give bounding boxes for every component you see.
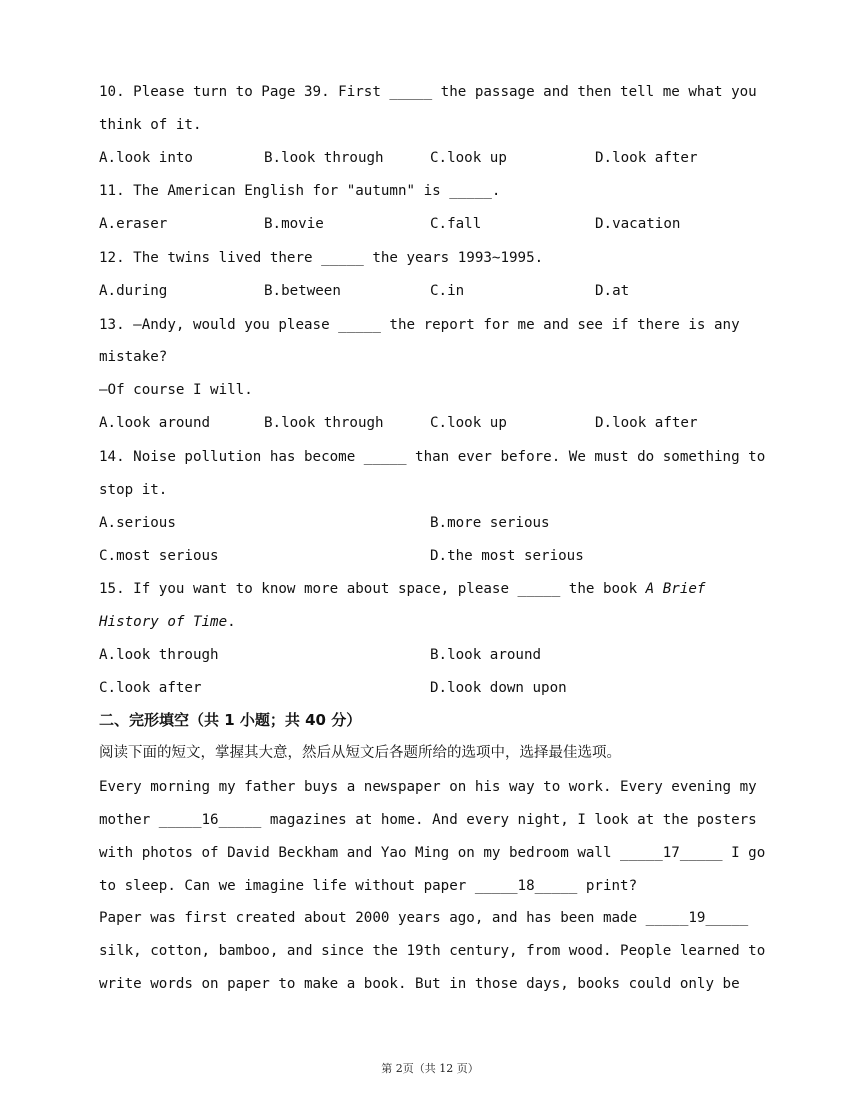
question-15-period: .	[227, 614, 236, 630]
question-13-option-b: B.look through	[264, 415, 384, 431]
passage-line: Every morning my father buys a newspaper on his way to work. Every evening my	[99, 779, 757, 795]
question-13-option-a: A.look around	[99, 415, 211, 431]
book-title-part2: History of Time	[99, 614, 228, 630]
question-11-option-a: A.eraser	[99, 216, 168, 232]
section-instruction: 阅读下面的短文，掌握其大意，然后从短文后各题所给的选项中，选择最佳选项。	[99, 745, 621, 761]
section-heading: 二、完形填空（共 1 小题；共 40 分）	[99, 711, 362, 729]
question-12-option-d: D.at	[595, 283, 630, 299]
question-13-option-d: D.look after	[595, 415, 698, 431]
question-14-option-c: C.most serious	[99, 548, 219, 564]
question-10-option-d: D.look after	[595, 150, 698, 166]
question-15-option-c: C.look after	[99, 680, 202, 696]
question-11-option-b: B.movie	[264, 216, 324, 232]
passage-line: with photos of David Beckham and Yao Ming on my bedroom wall _____17_____ I go	[99, 845, 766, 861]
question-15-option-d: D.look down upon	[430, 680, 567, 696]
passage-line: mother _____16_____ magazines at home. And every night, I look at the posters	[99, 812, 757, 828]
page-footer: 第 2页（共 12 页）	[381, 1062, 479, 1075]
book-title-part1: A Brief	[645, 581, 706, 597]
question-13-text-cont: mistake?	[99, 349, 168, 365]
question-11-option-d: D.vacation	[595, 216, 681, 232]
question-12-option-a: A.during	[99, 283, 168, 299]
question-13-option-c: C.look up	[430, 415, 507, 431]
question-10-option-b: B.look through	[264, 150, 384, 166]
question-10-option-a: A.look into	[99, 150, 193, 166]
question-15-option-a: A.look through	[99, 647, 219, 663]
passage-line: silk, cotton, bamboo, and since the 19th century, from wood. People learned to	[99, 943, 766, 959]
question-11-option-c: C.fall	[430, 216, 482, 232]
question-13-reply: —Of course I will.	[99, 382, 253, 398]
question-13-text: 13. —Andy, would you please _____ the report for me and see if there is any	[99, 317, 740, 333]
question-14-text-cont: stop it.	[99, 482, 168, 498]
question-15-text-main: 15. If you want to know more about space, please _____ the book	[99, 581, 646, 597]
question-11-text: 11. The American English for "autumn" is _____.	[99, 183, 501, 199]
question-15-text	[99, 579, 764, 599]
question-12-option-c: C.in	[430, 283, 465, 299]
question-12-option-b: B.between	[264, 283, 341, 299]
question-12-text: 12. The twins lived there _____ the years 1993~1995.	[99, 250, 544, 266]
passage-line: to sleep. Can we imagine life without paper _____18_____ print?	[99, 878, 638, 894]
question-14-option-d: D.the most serious	[430, 548, 584, 564]
question-14-text: 14. Noise pollution has become _____ than ever before. We must do something to	[99, 449, 766, 465]
question-10-option-c: C.look up	[430, 150, 507, 166]
passage-line: Paper was first created about 2000 years ago, and has been made _____19_____	[99, 910, 749, 926]
question-15-option-b: B.look around	[430, 647, 542, 663]
question-10-text-cont: think of it.	[99, 117, 202, 133]
passage-line: write words on paper to make a book. But in those days, books could only be	[99, 976, 740, 992]
question-14-option-a: A.serious	[99, 515, 176, 531]
question-15-text-cont	[99, 612, 764, 632]
question-14-option-b: B.more serious	[430, 515, 550, 531]
question-10-text: 10. Please turn to Page 39. First _____ the passage and then tell me what you	[99, 84, 757, 100]
